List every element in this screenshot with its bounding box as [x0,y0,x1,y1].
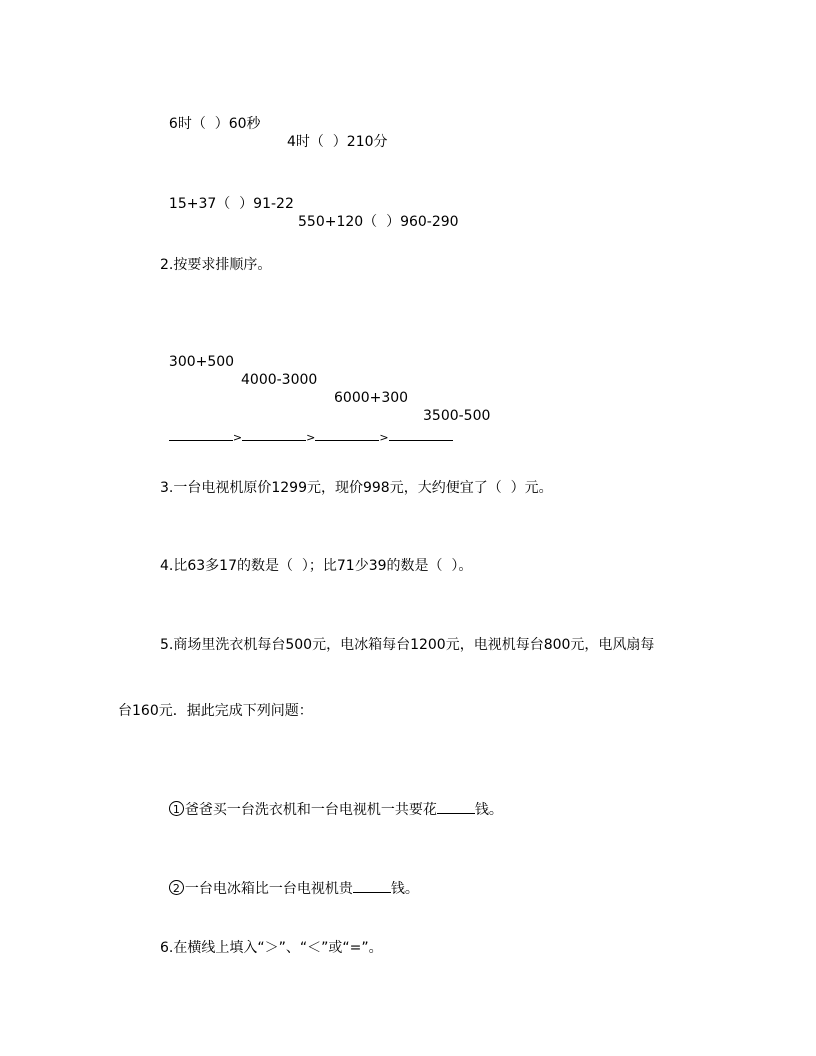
time-compare-1: 6时（ ）60秒 [168,116,261,132]
arith-compare-2: 550+120（ ）960-290 [298,214,459,230]
circled-number-2: 2 [169,880,184,895]
question-5-line-1: 5.商场里洗衣机每台500元，电冰箱每台1200元，电视机每台800元，电风扇每 [160,637,655,653]
answer-blank-4[interactable] [389,426,453,441]
comparison-row-time [160,97,388,151]
sub-question-2-blank[interactable] [353,878,391,893]
sub-question-2 [160,860,419,898]
time-compare-2: 4时（ ）210分 [287,134,388,150]
sub-question-1-blank[interactable] [437,799,475,814]
expression-4: 3500-500 [423,408,491,424]
sub-question-1 [160,781,503,819]
question-2-heading: 2.按要求排顺序。 [160,257,272,273]
question-5-line-2: 台160元．据此完成下列问题： [118,703,313,719]
answer-blank-3[interactable] [315,426,379,441]
comparison-row-arith [160,177,459,231]
expression-1: 300+500 [168,354,235,370]
gt-sign-3: > [379,431,389,444]
circled-number-1: 1 [169,801,184,816]
answer-blank-1[interactable] [169,426,233,441]
sub-question-1-tail: 钱。 [474,802,503,818]
arith-compare-1: 15+37（ ）91-22 [168,196,294,212]
expression-3: 6000+300 [334,390,409,406]
question-6: 6.在横线上填入“＞”、“＜”或“=”。 [160,940,383,956]
sub-question-2-tail: 钱。 [390,881,419,897]
gt-sign-1: > [232,431,243,444]
ordering-answer-row [160,408,453,447]
answer-blank-2[interactable] [242,426,306,441]
question-4: 4.比63多17的数是（ ）；比71少39的数是（ ）。 [160,558,473,574]
gt-sign-2: > [306,431,316,444]
sub-question-1-text: 爸爸买一台洗衣机和一台电视机一共要花 [184,802,437,818]
question-3: 3.一台电视机原价1299元，现价998元，大约便宜了（ ）元。 [160,480,553,496]
expression-2: 4000-3000 [241,372,318,388]
sub-question-2-text: 一台电冰箱比一台电视机贵 [184,881,353,897]
